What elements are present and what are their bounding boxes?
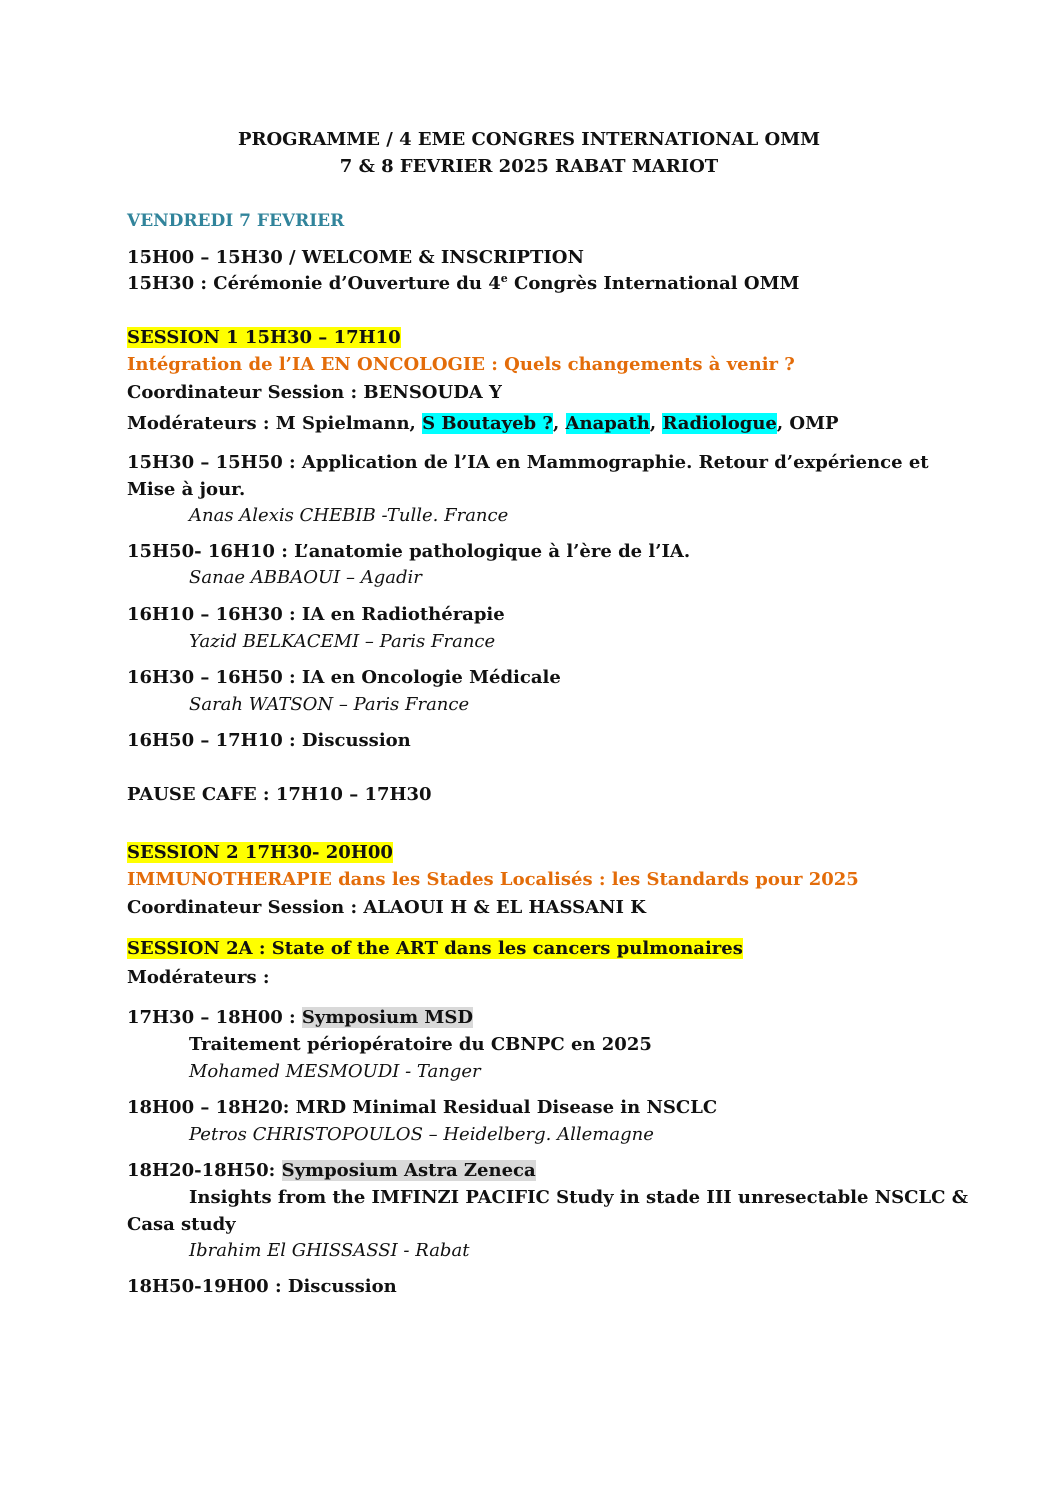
talk-time: 18H20-18H50: — [127, 1160, 282, 1181]
talk-speaker: Sarah WATSON – Paris France — [189, 694, 470, 715]
session1-coordinator: Coordinateur Session : BENSOUDA Y — [127, 382, 502, 403]
talk-speaker: Yazid BELKACEMI – Paris France — [189, 631, 496, 652]
session1-title — [127, 327, 401, 349]
moderator-sep: , — [552, 413, 566, 434]
moderator-radiologue: Radiologue — [662, 413, 777, 434]
moderators-label: Modérateurs : M Spielmann, — [127, 413, 423, 434]
talk-speaker: Anas Alexis CHEBIB -Tulle. France — [189, 505, 509, 526]
talk-speaker: Sanae ABBAOUI – Agadir — [189, 567, 422, 588]
welcome-line: 15H00 – 15H30 / WELCOME & INSCRIPTION — [127, 247, 584, 268]
session1-title-text: SESSION 1 15H30 – 17H10 — [127, 327, 401, 348]
moderator-boutayeb: S Boutayeb ? — [422, 413, 553, 434]
symposium-astrazeneca: Symposium Astra Zeneca — [281, 1160, 536, 1181]
talk-time-line — [127, 1007, 473, 1029]
day-title: VENDREDI 7 FEVRIER — [127, 211, 345, 231]
ceremony-line — [127, 273, 799, 295]
session2-subtitle: IMMUNOTHERAPIE dans les Stades Localisés : les Standards pour 2025 — [127, 869, 859, 890]
talk-speaker: Mohamed MESMOUDI - Tanger — [189, 1061, 481, 1082]
header-title: PROGRAMME / 4 EME CONGRES INTERNATIONAL OMM — [237, 129, 821, 150]
session2-coordinator: Coordinateur Session : ALAOUI H & EL HASSANI K — [127, 897, 646, 918]
talk-time: 16H30 – 16H50 : IA en Oncologie Médicale — [127, 667, 561, 688]
talk-topic: Traitement périopératoire du CBNPC en 2025 — [189, 1034, 652, 1055]
moderator-sep: , — [649, 413, 663, 434]
talk-topic: Insights from the IMFINZI PACIFIC Study in stade III unresectable NSCLC & — [189, 1187, 968, 1208]
header-dates: 7 & 8 FEVRIER 2025 RABAT MARIOT — [339, 156, 719, 177]
session2-title-text: SESSION 2 17H30- 20H00 — [127, 842, 393, 863]
talk-time: 16H10 – 16H30 : IA en Radiothérapie — [127, 604, 505, 625]
ceremony-text-end: Congrès International OMM — [507, 273, 800, 294]
talk-time: 15H30 – 15H50 : Application de l’IA en Mammographie. Retour d’expérience et — [127, 452, 929, 473]
ceremony-superscript: e — [500, 272, 508, 285]
session1-subtitle: Intégration de l’IA EN ONCOLOGIE : Quels changements à venir ? — [127, 354, 795, 375]
talk-time-cont: Mise à jour. — [127, 479, 246, 500]
moderator-anapath: Anapath — [565, 413, 650, 434]
talk-time: 17H30 – 18H00 : — [127, 1007, 302, 1028]
moderators-tail: , OMP — [776, 413, 839, 434]
session2a-moderators: Modérateurs : — [127, 967, 270, 988]
session2a-discussion: 18H50-19H00 : Discussion — [127, 1276, 397, 1297]
session2a-title-text: SESSION 2A : State of the ART dans les cancers pulmonaires — [127, 938, 743, 959]
talk-time: 18H00 – 18H20: MRD Minimal Residual Disease in NSCLC — [127, 1097, 718, 1118]
talk-time: 15H50- 16H10 : L’anatomie pathologique à l’ère de l’IA. — [127, 541, 691, 562]
talk-topic-cont: Casa study — [127, 1214, 236, 1235]
talk-time-line — [127, 1160, 536, 1182]
talk-speaker: Petros CHRISTOPOULOS – Heidelberg. Allemagne — [189, 1124, 654, 1145]
coffee-break: PAUSE CAFE : 17H10 – 17H30 — [127, 784, 432, 805]
session1-moderators — [127, 413, 839, 435]
ceremony-text: 15H30 : Cérémonie d’Ouverture du 4 — [127, 273, 501, 294]
symposium-msd: Symposium MSD — [301, 1007, 473, 1028]
session1-discussion: 16H50 – 17H10 : Discussion — [127, 730, 411, 751]
talk-speaker: Ibrahim El GHISSASSI - Rabat — [189, 1240, 470, 1261]
session2-title — [127, 842, 393, 864]
session2a-title — [127, 938, 743, 960]
